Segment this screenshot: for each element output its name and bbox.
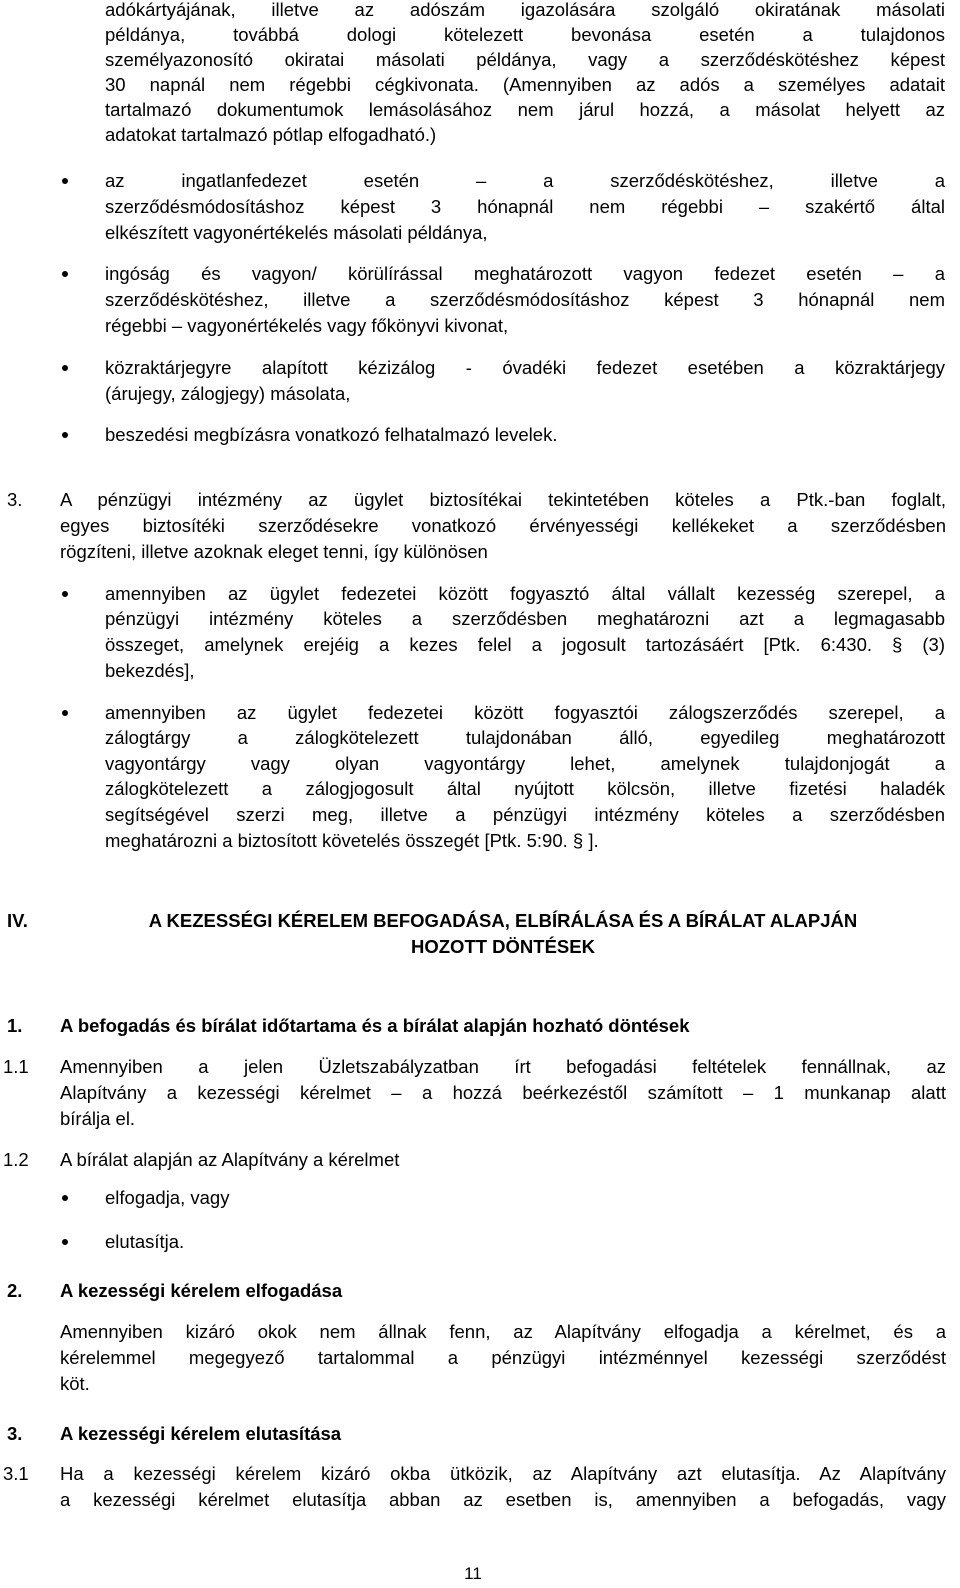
bullet-icon bbox=[62, 710, 68, 716]
text-line: amennyiben az ügylet fedezetei között fogyasztói zálogszerződés szerepel, a bbox=[105, 702, 945, 723]
text-line: régebbi ‒ vagyonértékelés vagy főkönyvi kivonat, bbox=[105, 315, 509, 336]
text-line: pénzügyi intézmény köteles a szerződésben meghatározni azt a legmagasabb bbox=[105, 608, 945, 629]
subsection-title: A kezességi kérelem elutasítása bbox=[60, 1423, 342, 1444]
text-line: adókártyájának, illetve az adószám igazolására szolgáló okiratának másolati bbox=[105, 0, 945, 20]
subsection-number: 2. bbox=[7, 1280, 23, 1301]
section-title: A KEZESSÉGI KÉRELEM BEFOGADÁSA, ELBÍRÁLÁSA ÉS A BÍRÁLAT ALAPJÁN bbox=[148, 910, 858, 931]
text-line: Amennyiben a jelen Üzletszabályzatban írt befogadási feltételek fennállnak, az bbox=[60, 1056, 946, 1077]
text-line: elfogadja, vagy bbox=[105, 1187, 230, 1208]
subsection-number: 3. bbox=[7, 1423, 23, 1444]
subsection-title: A kezességi kérelem elfogadása bbox=[60, 1280, 343, 1301]
text-line: rögzíteni, illetve azoknak eleget tenni, így különösen bbox=[60, 541, 488, 562]
text-line: az ingatlanfedezet esetén ‒ a szerződéskötéshez, illetve a bbox=[105, 170, 945, 191]
item-number: 3. bbox=[7, 489, 23, 510]
text-line: Alapítvány a kezességi kérelmet ‒ a hozzá beérkezéstől számított ‒ 1 munkanap alatt bbox=[60, 1082, 946, 1103]
page-number: 11 bbox=[464, 1564, 482, 1583]
text-line: (árujegy, zálogjegy) másolata, bbox=[105, 383, 351, 404]
bullet-icon bbox=[62, 591, 68, 597]
text-line: elutasítja. bbox=[105, 1231, 185, 1252]
text-line: összeget, amelynek erejéig a kezes felel a jogosult tartozásáért [Ptk. 6:430. § (3) bbox=[105, 634, 945, 655]
text-line: bekezdés], bbox=[105, 660, 195, 681]
section-number: IV. bbox=[7, 910, 28, 931]
text-line: szerződésmódosításhoz képest 3 hónapnál nem régebbi ‒ szakértő által bbox=[105, 196, 945, 217]
item-number: 1.1 bbox=[3, 1056, 29, 1077]
text-line: szerződéskötéshez, illetve a szerződésmódosításhoz képest 3 hónapnál nem bbox=[105, 289, 945, 310]
subsection-number: 1. bbox=[7, 1015, 23, 1036]
text-line: Amennyiben kizáró okok nem állnak fenn, az Alapítvány elfogadja a kérelmet, és a bbox=[60, 1321, 946, 1342]
text-line: zálogkötelezett a zálogjogosult által nyújtott kölcsön, illetve fizetési haladék bbox=[105, 778, 945, 799]
text-line: egyes biztosítéki szerződésekre vonatkozó érvényességi kellékeket a szerződésben bbox=[60, 515, 946, 536]
text-line: a kezességi kérelmet elutasítja abban az esetben is, amennyiben a befogadás, vagy bbox=[60, 1489, 946, 1510]
text-line: Ha a kezességi kérelem kizáró okba ütközik, az Alapítvány azt elutasítja. Az Alapítvány bbox=[60, 1463, 946, 1484]
text-line: adatokat tartalmazó pótlap elfogadható.) bbox=[105, 124, 437, 145]
bullet-icon bbox=[62, 1239, 68, 1245]
section-title: HOZOTT DÖNTÉSEK bbox=[411, 936, 595, 957]
text-line: példánya, továbbá dologi kötelezett bevonása esetén a tulajdonos bbox=[105, 24, 945, 45]
subsection-title: A befogadás és bírálat időtartama és a bírálat alapján hozható döntések bbox=[60, 1015, 690, 1036]
text-line: tartalmazó dokumentumok lemásolásához nem járul hozzá, a másolat helyett az bbox=[105, 99, 945, 120]
text-line: zálogtárgy a zálogkötelezett tulajdonában álló, egyedileg meghatározott bbox=[105, 727, 945, 748]
text-line: elkészített vagyonértékelés másolati példánya, bbox=[105, 222, 488, 243]
text-line: amennyiben az ügylet fedezetei között fogyasztó által vállalt kezesség szerepel, a bbox=[105, 583, 945, 604]
text-line: A pénzügyi intézmény az ügylet biztosítékai tekintetében köteles a Ptk.-ban foglalt, bbox=[60, 489, 946, 510]
bullet-icon bbox=[62, 365, 68, 371]
item-number: 1.2 bbox=[3, 1149, 29, 1170]
text-line: személyazonosító okiratai másolati példánya, vagy a szerződéskötéshez képest bbox=[105, 49, 945, 70]
text-line: ingóság és vagyon/ körülírással meghatározott vagyon fedezet esetén ‒ a bbox=[105, 263, 945, 284]
text-line: segítségével szerzi meg, illetve a pénzügyi intézmény köteles a szerződésben bbox=[105, 804, 945, 825]
text-line: vagyontárgy vagy olyan vagyontárgy lehet, amelynek tulajdonjogát a bbox=[105, 753, 945, 774]
text-line: A bírálat alapján az Alapítvány a kérelmet bbox=[60, 1149, 400, 1170]
text-line: közraktárjegyre alapított kézizálog - óvadéki fedezet esetében a közraktárjegy bbox=[105, 357, 945, 378]
text-line: 30 napnál nem régebbi cégkivonata. (Amennyiben az adós a személyes adatait bbox=[105, 74, 945, 95]
text-line: beszedési megbízásra vonatkozó felhatalmazó levelek. bbox=[105, 424, 558, 445]
bullet-icon bbox=[62, 178, 68, 184]
bullet-icon bbox=[62, 271, 68, 277]
text-line: bírálja el. bbox=[60, 1108, 136, 1129]
text-line: meghatározni a biztosított követelés összegét [Ptk. 5:90. § ]. bbox=[105, 830, 599, 851]
text-line: köt. bbox=[60, 1373, 90, 1394]
bullet-icon bbox=[62, 432, 68, 438]
text-line: kérelemmel megegyező tartalommal a pénzügyi intézménnyel kezességi szerződést bbox=[60, 1347, 946, 1368]
bullet-icon bbox=[62, 1195, 68, 1201]
item-number: 3.1 bbox=[3, 1463, 29, 1484]
